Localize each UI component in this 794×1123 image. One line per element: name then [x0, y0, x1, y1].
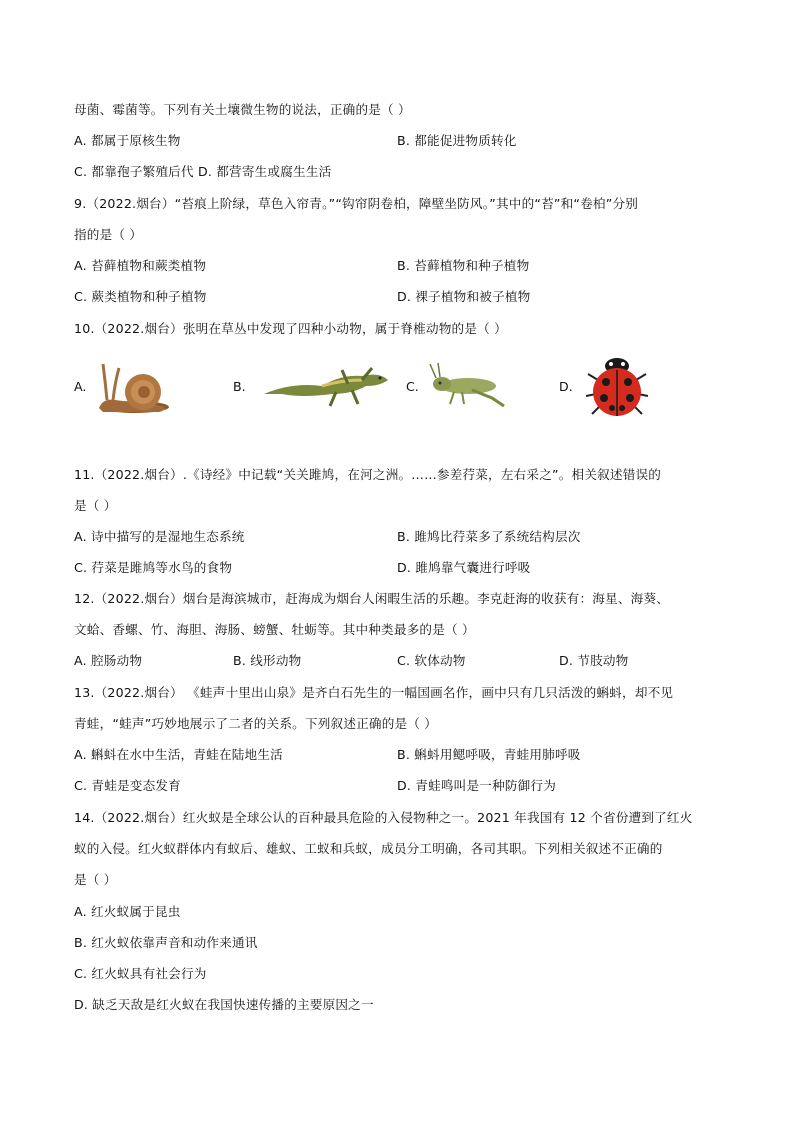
question-9-stem: 9.（2022.烟台）“苔痕上阶绿，草色入帘青。”“钩帘阴卷柏，障壁坐防风。”其中的“苔”和“卷柏”分别	[74, 196, 639, 211]
question-14-stem: 14.（2022.烟台）红火蚁是全球公认的百种最具危险的入侵物种之一。2021 年我国有 12 个省份遭到了红火	[74, 810, 693, 825]
question-10-option-a-label[interactable]: A.	[74, 379, 87, 394]
question-10-option-d-label[interactable]: D.	[559, 379, 573, 394]
question-8-option-c-d[interactable]: C. 都靠孢子繁殖后代 D. 都营寄生或腐生生活	[74, 164, 332, 179]
lizard-icon[interactable]	[262, 364, 392, 410]
question-12-option-d[interactable]: D. 节肢动物	[559, 653, 629, 668]
question-13-stem: 13.（2022.烟台） 《蛙声十里出山泉》是齐白石先生的一幅国画名作，画中只有几只活泼的蝌蚪，却不见	[74, 685, 674, 700]
question-12-option-b[interactable]: B. 线形动物	[233, 653, 302, 668]
question-13-option-a[interactable]: A. 蝌蚪在水中生活，青蛙在陆地生活	[74, 747, 283, 762]
question-10-stem: 10.（2022.烟台）张明在草丛中发现了四种小动物，属于脊椎动物的是（ ）	[74, 321, 507, 336]
grasshopper-icon[interactable]	[428, 362, 506, 410]
question-8-stem-tail: 母菌、霉菌等。下列有关土壤微生物的说法，正确的是（ ）	[74, 102, 411, 117]
question-13-stem-cont: 青蛙，“蛙声”巧妙地展示了二者的关系。下列叙述正确的是（ ）	[74, 716, 438, 731]
question-12-stem: 12.（2022.烟台）烟台是海滨城市，赶海成为烟台人闲暇生活的乐趣。李克赶海的收获有：海星、海葵、	[74, 591, 670, 606]
question-9-stem-cont: 指的是（ ）	[74, 227, 143, 242]
question-9-option-b[interactable]: B. 苔藓植物和种子植物	[397, 258, 530, 273]
question-12-option-a[interactable]: A. 腔肠动物	[74, 653, 143, 668]
question-9-option-c[interactable]: C. 蕨类植物和种子植物	[74, 289, 207, 304]
question-9-option-d[interactable]: D. 裸子植物和被子植物	[397, 289, 531, 304]
question-12-stem-cont: 文蛤、香螺、竹、海胆、海肠、螃蟹、牡蛎等。其中种类最多的是（ ）	[74, 622, 475, 637]
question-8-option-a[interactable]: A. 都属于原核生物	[74, 133, 181, 148]
question-14-option-a[interactable]: A. 红火蚁属于昆虫	[74, 904, 181, 919]
question-11-option-b[interactable]: B. 雎鸠比荇菜多了系统结构层次	[397, 529, 581, 544]
question-11-stem-cont: 是（ ）	[74, 498, 117, 513]
question-14-option-c[interactable]: C. 红火蚁具有社会行为	[74, 966, 207, 981]
question-11-option-d[interactable]: D. 雎鸠靠气囊进行呼吸	[397, 560, 531, 575]
question-11-option-a[interactable]: A. 诗中描写的是湿地生态系统	[74, 529, 245, 544]
question-12-option-c[interactable]: C. 软体动物	[397, 653, 466, 668]
question-14-option-d[interactable]: D. 缺乏天敌是红火蚁在我国快速传播的主要原因之一	[74, 997, 374, 1012]
question-9-option-a[interactable]: A. 苔藓植物和蕨类植物	[74, 258, 207, 273]
ladybug-icon[interactable]	[584, 350, 650, 420]
question-14-stem-cont-2: 是（ ）	[74, 872, 117, 887]
question-10-option-b-label[interactable]: B.	[233, 379, 246, 394]
question-13-option-c[interactable]: C. 青蛙是变态发育	[74, 778, 181, 793]
question-10-option-c-label[interactable]: C.	[406, 379, 419, 394]
question-14-stem-cont: 蚁的入侵。红火蚁群体内有蚁后、雄蚁、工蚁和兵蚁，成员分工明确，各司其职。下列相关叙述不正确的	[74, 841, 663, 856]
snail-icon[interactable]	[93, 352, 173, 418]
question-13-option-b[interactable]: B. 蝌蚪用鳃呼吸，青蛙用肺呼吸	[397, 747, 581, 762]
question-13-option-d[interactable]: D. 青蛙鸣叫是一种防御行为	[397, 778, 557, 793]
question-14-option-b[interactable]: B. 红火蚁依靠声音和动作来通讯	[74, 935, 258, 950]
question-8-option-b[interactable]: B. 都能促进物质转化	[397, 133, 517, 148]
question-11-option-c[interactable]: C. 荇菜是雎鸠等水鸟的食物	[74, 560, 233, 575]
question-11-stem: 11.（2022.烟台）.《诗经》中记载“关关雎鸠，在河之洲。……参差荇菜，左右采之”。相关叙述错误的	[74, 467, 662, 482]
